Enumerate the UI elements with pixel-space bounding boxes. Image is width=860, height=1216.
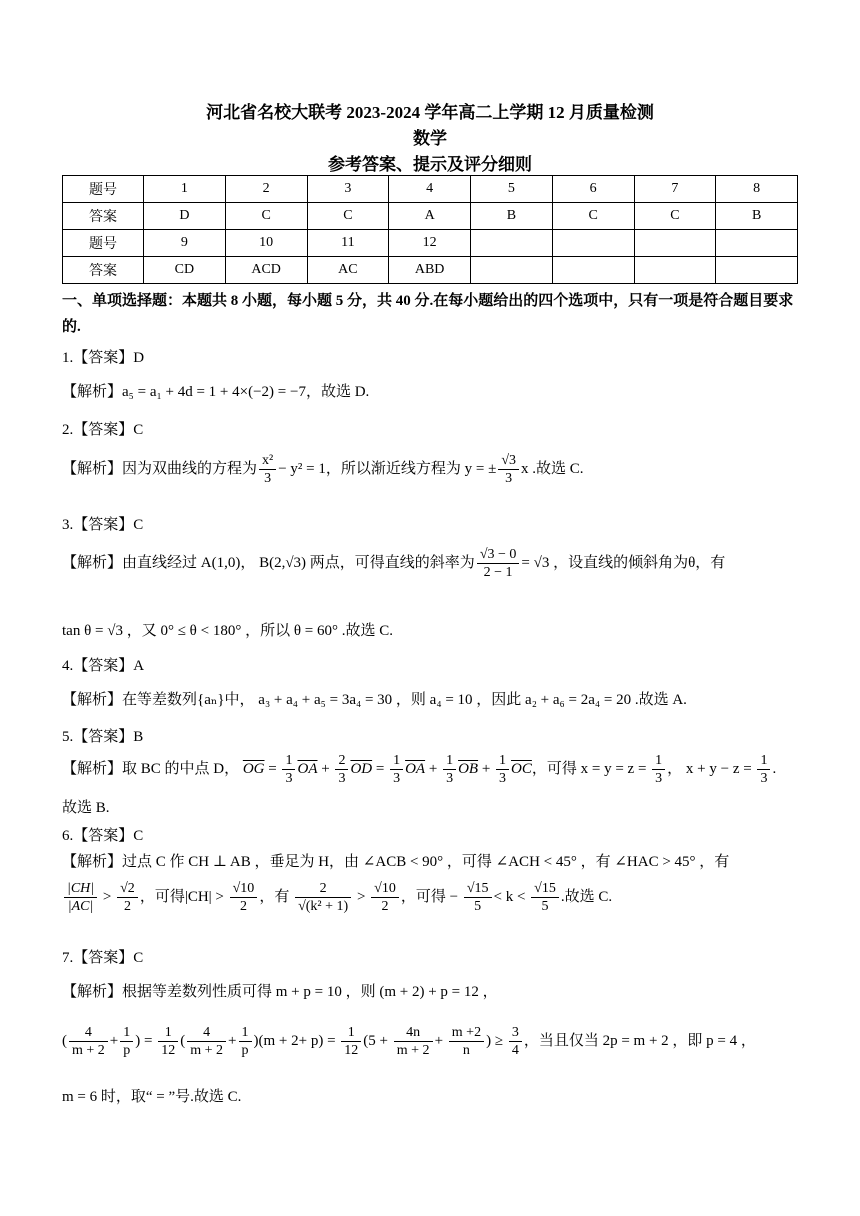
answer-table-cell: 9 [144,230,226,257]
answer-table-row-header: 答案 [63,257,144,284]
answer-table-cell [634,230,716,257]
answer-table-row [63,230,798,257]
answer-table-cell: 1 [144,176,226,203]
document-title: 河北省名校大联考 2023-2024 学年高二上学期 12 月质量检测 [206,103,654,122]
answer-table-cell: B [471,203,553,230]
q3-analysis-line1: 【解析】由直线经过 A(1,0)， B(2,√3) 两点，可得直线的斜率为 $\frac{√3 - 0}{2 - 1}$ = √3 ，设直线的倾斜角为θ，有 [62,547,726,580]
answer-table-cell [552,230,634,257]
answer-table-cell: ABD [389,257,471,284]
answer-table-cell: C [307,203,389,230]
q5-analysis-end: 故选 B. [62,800,110,816]
answer-table-cell: AC [307,257,389,284]
answer-table-row-header: 答案 [63,203,144,230]
q6-analysis-line2: $\frac{|CH|}{|AC|}$ > $\frac{√2}{2}$ ，可得|CH| > $\frac{√10}{2}$ ，有 $\frac{2}{\text{√(k² + 1)}}$ > $\frac{√10}{2}$ ，可得 − $\frac{√15}{5}$ < k < $\frac{√15}{5}$ .故选 C. [62,880,612,915]
q6-analysis-line1: 【解析】过点 C 作 CH ⊥ AB ，垂足为 H，由 ∠ACB < 90° ，可得 ∠ACH < 45° ，有 ∠HAC > 45° ，有 [62,854,730,870]
q5-analysis: 【解析】取 BC 的中点 D， $\overline{OG}$ = $\frac{1}{3}$ $\overline{OA}$ + $\frac{2}{3}$ $\overline{OD}$ = $\frac{1}{3}$ $\overline{OA}$ + $\frac{1}{3}$ $\overline{OB}$ + $\frac{1}{3}$ $\overline{OC}$，可得 x = y = z = $\frac{1}{3}$ ， x + y − z = $\frac{1}{3}$ . [62,753,777,786]
answer-table-cell [634,257,716,284]
answer-table-cell: 8 [716,176,798,203]
answer-table-cell: 2 [225,176,307,203]
q1-answer: 1.【答案】D [62,350,145,366]
fraction: $\frac{\text{x²}}{3}$ [259,452,276,487]
answer-table-cell: 6 [552,176,634,203]
document-subtitle: 参考答案、提示及评分细则 [328,155,532,174]
q3-analysis-line2: tan θ = √3 ，又 0° ≤ θ < 180° ，所以 θ = 60° .故选 C. [62,623,393,639]
answer-table-cell: A [389,203,471,230]
answer-table-cell: 4 [389,176,471,203]
answer-table-row-header: 题号 [63,230,144,257]
q4-analysis: 【解析】在等差数列{aₙ}中， a₃ + a₄ + a₅ = 3a₄ = 30 ，则 a₄ = 10 ，因此 a₂ + a₆ = 2a₄ = 20 .故选 A. [62,692,687,708]
section-1-heading: 一、单项选择题：本题共 8 小题，每小题 5 分，共 40 分.在每小题给出的四个选项中，只有一项是符合题目要求的. [62,293,794,335]
q4-answer: 4.【答案】A [62,658,145,674]
answer-table-cell: C [225,203,307,230]
fraction: $\frac{√3 - 0}{2 - 1}$ [477,546,520,581]
q2-analysis: 【解析】因为双曲线的方程为 $\frac{\text{x²}}{3}$ − y² = 1，所以渐近线方程为 y = ± $\frac{√3}{3}$ x .故选 C. [62,453,584,486]
answer-table-cell [552,257,634,284]
answer-table-cell [716,230,798,257]
answer-table-cell [471,257,553,284]
fraction: $\frac{√3}{3}$ [498,452,519,487]
q6-answer: 6.【答案】C [62,828,144,844]
answer-table-cell [471,230,553,257]
answer-table-cell: 10 [225,230,307,257]
answer-table-cell: 12 [389,230,471,257]
answer-table-cell: ACD [225,257,307,284]
answer-table-cell: CD [144,257,226,284]
answer-table-row [63,257,798,284]
answer-table-row [63,203,798,230]
answer-table-cell: 11 [307,230,389,257]
subject-title: 数学 [413,129,447,148]
answer-table-cell [716,257,798,284]
answer-table [62,175,798,284]
answer-table-row [63,176,798,203]
q7-analysis-line1: 【解析】根据等差数列性质可得 m + p = 10 ，则 (m + 2) + p = 12 ， [62,984,498,1000]
q7-analysis-line3: m = 6 时，取“ = ”号.故选 C. [62,1089,242,1105]
answer-table-cell: C [552,203,634,230]
answer-table-cell: 3 [307,176,389,203]
answer-table-cell: C [634,203,716,230]
answer-table-cell: B [716,203,798,230]
q7-analysis-line2: ( $\frac{4}{m + 2}$ + $\frac{1}{p}$ ) = $\frac{1}{12}$ ( $\frac{4}{m + 2}$ + $\frac{1}{p}$ )(m + 2+ p) = $\frac{1}{12}$ (5 + $\frac{4n}{m + 2}$ + $\frac{m +2}{n}$ ) ≥ $\frac{3}{4}$ ，当且仅当 2p = m + 2 ，即 p = 4 ， [62,1025,756,1058]
q3-answer: 3.【答案】C [62,517,144,533]
answer-table-cell: D [144,203,226,230]
q2-answer: 2.【答案】C [62,422,144,438]
answer-table-cell: 7 [634,176,716,203]
answer-table-row-header: 题号 [63,176,144,203]
q5-answer: 5.【答案】B [62,729,144,745]
q7-answer: 7.【答案】C [62,950,144,966]
q1-analysis: 【解析】a₅ = a₁ + 4d = 1 + 4×(−2) = −7，故选 D. [62,384,370,400]
answer-table-cell: 5 [471,176,553,203]
